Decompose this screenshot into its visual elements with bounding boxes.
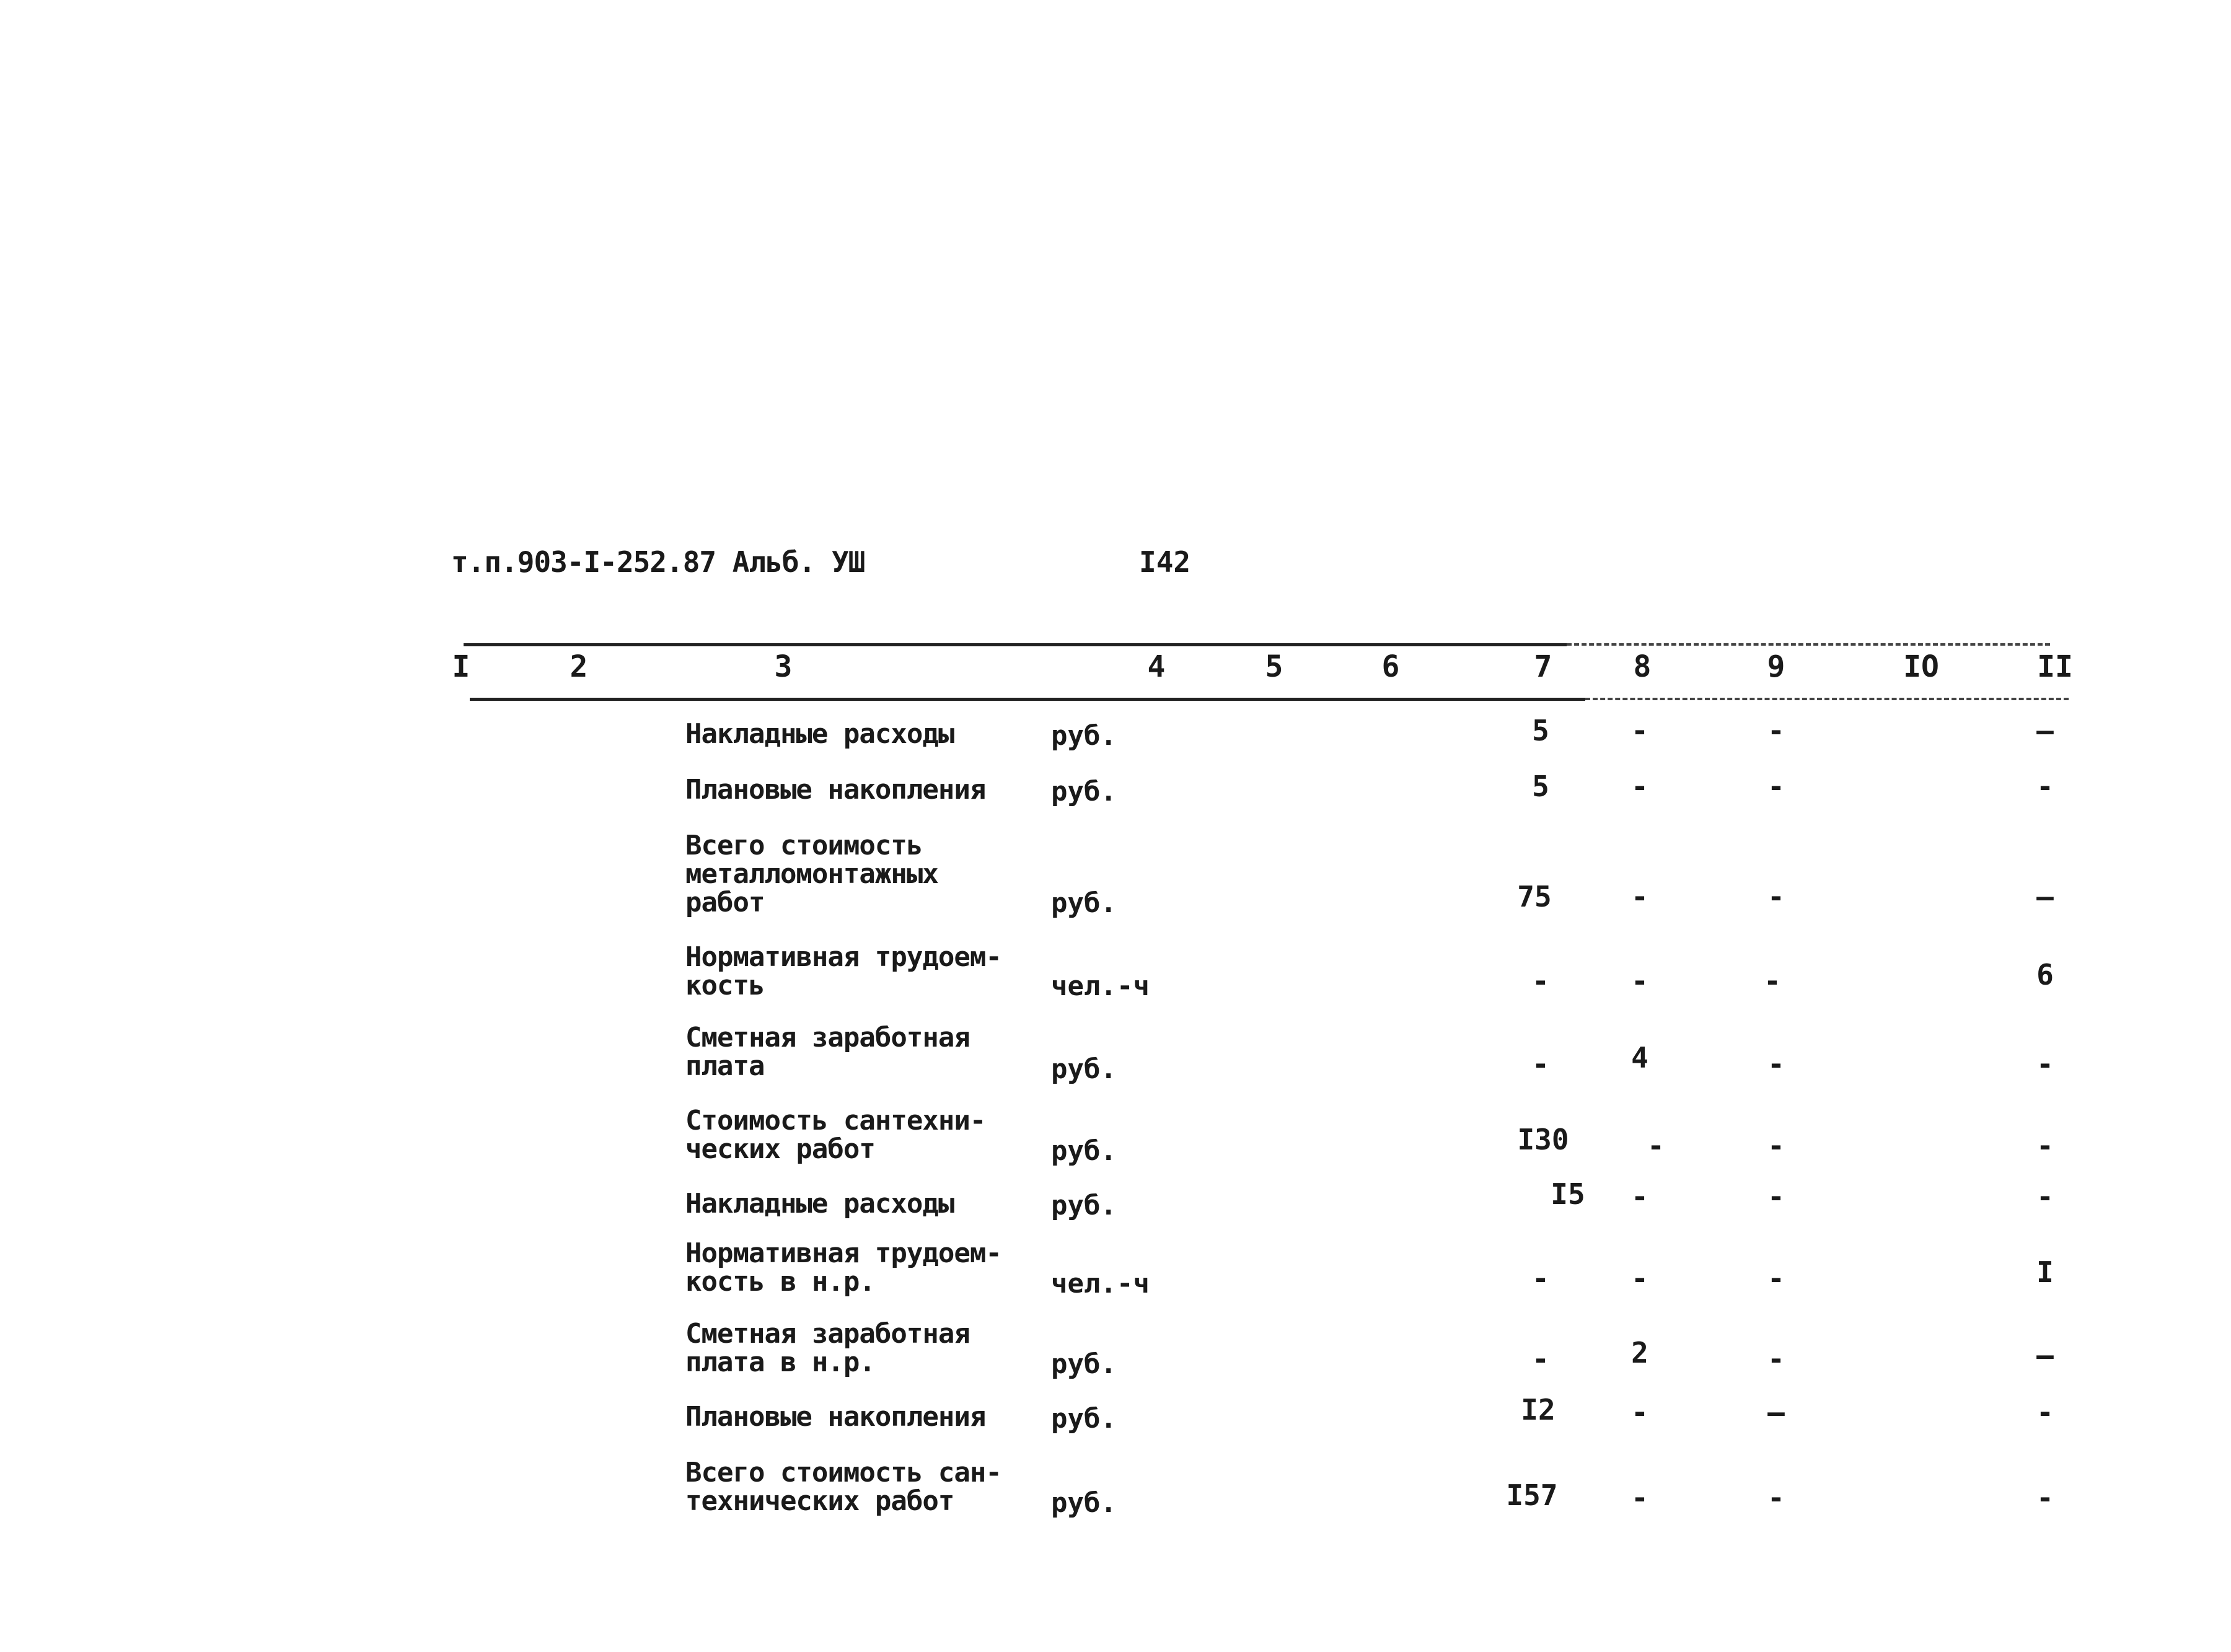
column-number: 4 — [1147, 649, 1166, 684]
table-header-rule — [470, 698, 1585, 701]
row-col9: - — [1767, 714, 1785, 747]
row-name: Всего стоимость сан- технических работ — [685, 1457, 1001, 1517]
row-unit: руб. — [1051, 1190, 1117, 1221]
row-col8: - — [1647, 1129, 1665, 1162]
row-name: Всего стоимость металломонтажных работ — [685, 830, 938, 918]
row-col9: - — [1767, 1129, 1785, 1162]
row-unit: руб. — [1051, 720, 1117, 752]
table-top-rule — [464, 643, 1567, 646]
row-col8: - — [1631, 880, 1648, 913]
column-number: 6 — [1381, 649, 1400, 684]
row-col8: - — [1631, 1481, 1648, 1514]
row-unit: чел.-ч — [1051, 1268, 1150, 1299]
row-col11: I — [2036, 1255, 2054, 1289]
row-col11: – — [2036, 880, 2054, 913]
row-unit: руб. — [1051, 1403, 1117, 1435]
row-col9: - — [1767, 1180, 1785, 1213]
row-unit: руб. — [1051, 776, 1117, 807]
table-top-rule-dashed — [1567, 643, 2050, 646]
row-unit: руб. — [1051, 887, 1117, 919]
row-col8: - — [1631, 1180, 1648, 1213]
row-col7: I5 — [1551, 1177, 1585, 1211]
row-col11: – — [2036, 714, 2054, 747]
row-col8: - — [1631, 770, 1648, 803]
row-col11: – — [2036, 1338, 2054, 1372]
row-name: Накладные расходы — [685, 718, 954, 750]
row-col8: - — [1631, 964, 1648, 998]
page-number: I42 — [1139, 545, 1191, 579]
column-number: I — [452, 649, 470, 684]
row-name: Нормативная трудоем- кость в н.р. — [685, 1237, 1001, 1298]
row-col8: - — [1631, 1395, 1648, 1429]
row-name: Сметная заработная плата — [685, 1022, 970, 1082]
row-col9: - — [1767, 1481, 1785, 1514]
row-name: Нормативная трудоем- кость — [685, 941, 1001, 1001]
row-name: Накладные расходы — [685, 1188, 954, 1219]
document-code: т.п.903-I-252.87 Альб. УШ — [451, 545, 865, 579]
row-name: Плановые накопления — [685, 1401, 986, 1433]
row-unit: чел.-ч — [1051, 970, 1150, 1002]
row-unit: руб. — [1051, 1053, 1117, 1085]
row-col11: 6 — [2036, 958, 2054, 991]
row-col11: - — [2036, 1481, 2054, 1514]
row-col7: - — [1532, 1342, 1549, 1376]
row-col9: - — [1767, 1342, 1785, 1376]
row-col7: 75 — [1517, 880, 1552, 913]
column-number: 7 — [1534, 649, 1552, 684]
row-col11: - — [2036, 1395, 2054, 1429]
column-number: 3 — [774, 649, 793, 684]
row-unit: руб. — [1051, 1348, 1117, 1380]
row-col7: - — [1532, 964, 1549, 998]
row-col11: - — [2036, 1047, 2054, 1081]
table-header-rule-dashed — [1585, 698, 2069, 700]
column-number: IO — [1903, 649, 1939, 684]
row-col7: I30 — [1517, 1123, 1569, 1156]
row-col7: I57 — [1506, 1478, 1558, 1512]
row-col8: 2 — [1631, 1336, 1648, 1369]
row-col7: 5 — [1532, 770, 1549, 803]
row-col7: - — [1532, 1047, 1549, 1081]
row-name: Стоимость сантехни- ческих работ — [685, 1105, 986, 1165]
column-number: 5 — [1265, 649, 1283, 684]
column-number: II — [2037, 649, 2073, 684]
column-number: 9 — [1767, 649, 1785, 684]
row-col8: - — [1631, 1262, 1648, 1295]
row-col8: 4 — [1631, 1041, 1648, 1074]
row-name: Сметная заработная плата в н.р. — [685, 1318, 970, 1378]
row-col9: - — [1764, 964, 1781, 998]
row-col9: - — [1767, 770, 1785, 803]
row-unit: руб. — [1051, 1487, 1117, 1519]
row-col9: - — [1767, 880, 1785, 913]
row-col7: - — [1532, 1262, 1549, 1295]
row-col7: 5 — [1532, 714, 1549, 747]
row-name: Плановые накопления — [685, 774, 986, 806]
row-col9: - — [1767, 1262, 1785, 1295]
row-col11: - — [2036, 1180, 2054, 1213]
row-col7: I2 — [1521, 1393, 1556, 1426]
column-number: 8 — [1633, 649, 1652, 684]
row-col9: – — [1767, 1395, 1785, 1429]
row-col9: - — [1767, 1047, 1785, 1081]
row-col11: - — [2036, 770, 2054, 803]
row-unit: руб. — [1051, 1135, 1117, 1167]
row-col8: - — [1631, 714, 1648, 747]
column-number: 2 — [570, 649, 588, 684]
row-col11: - — [2036, 1129, 2054, 1162]
